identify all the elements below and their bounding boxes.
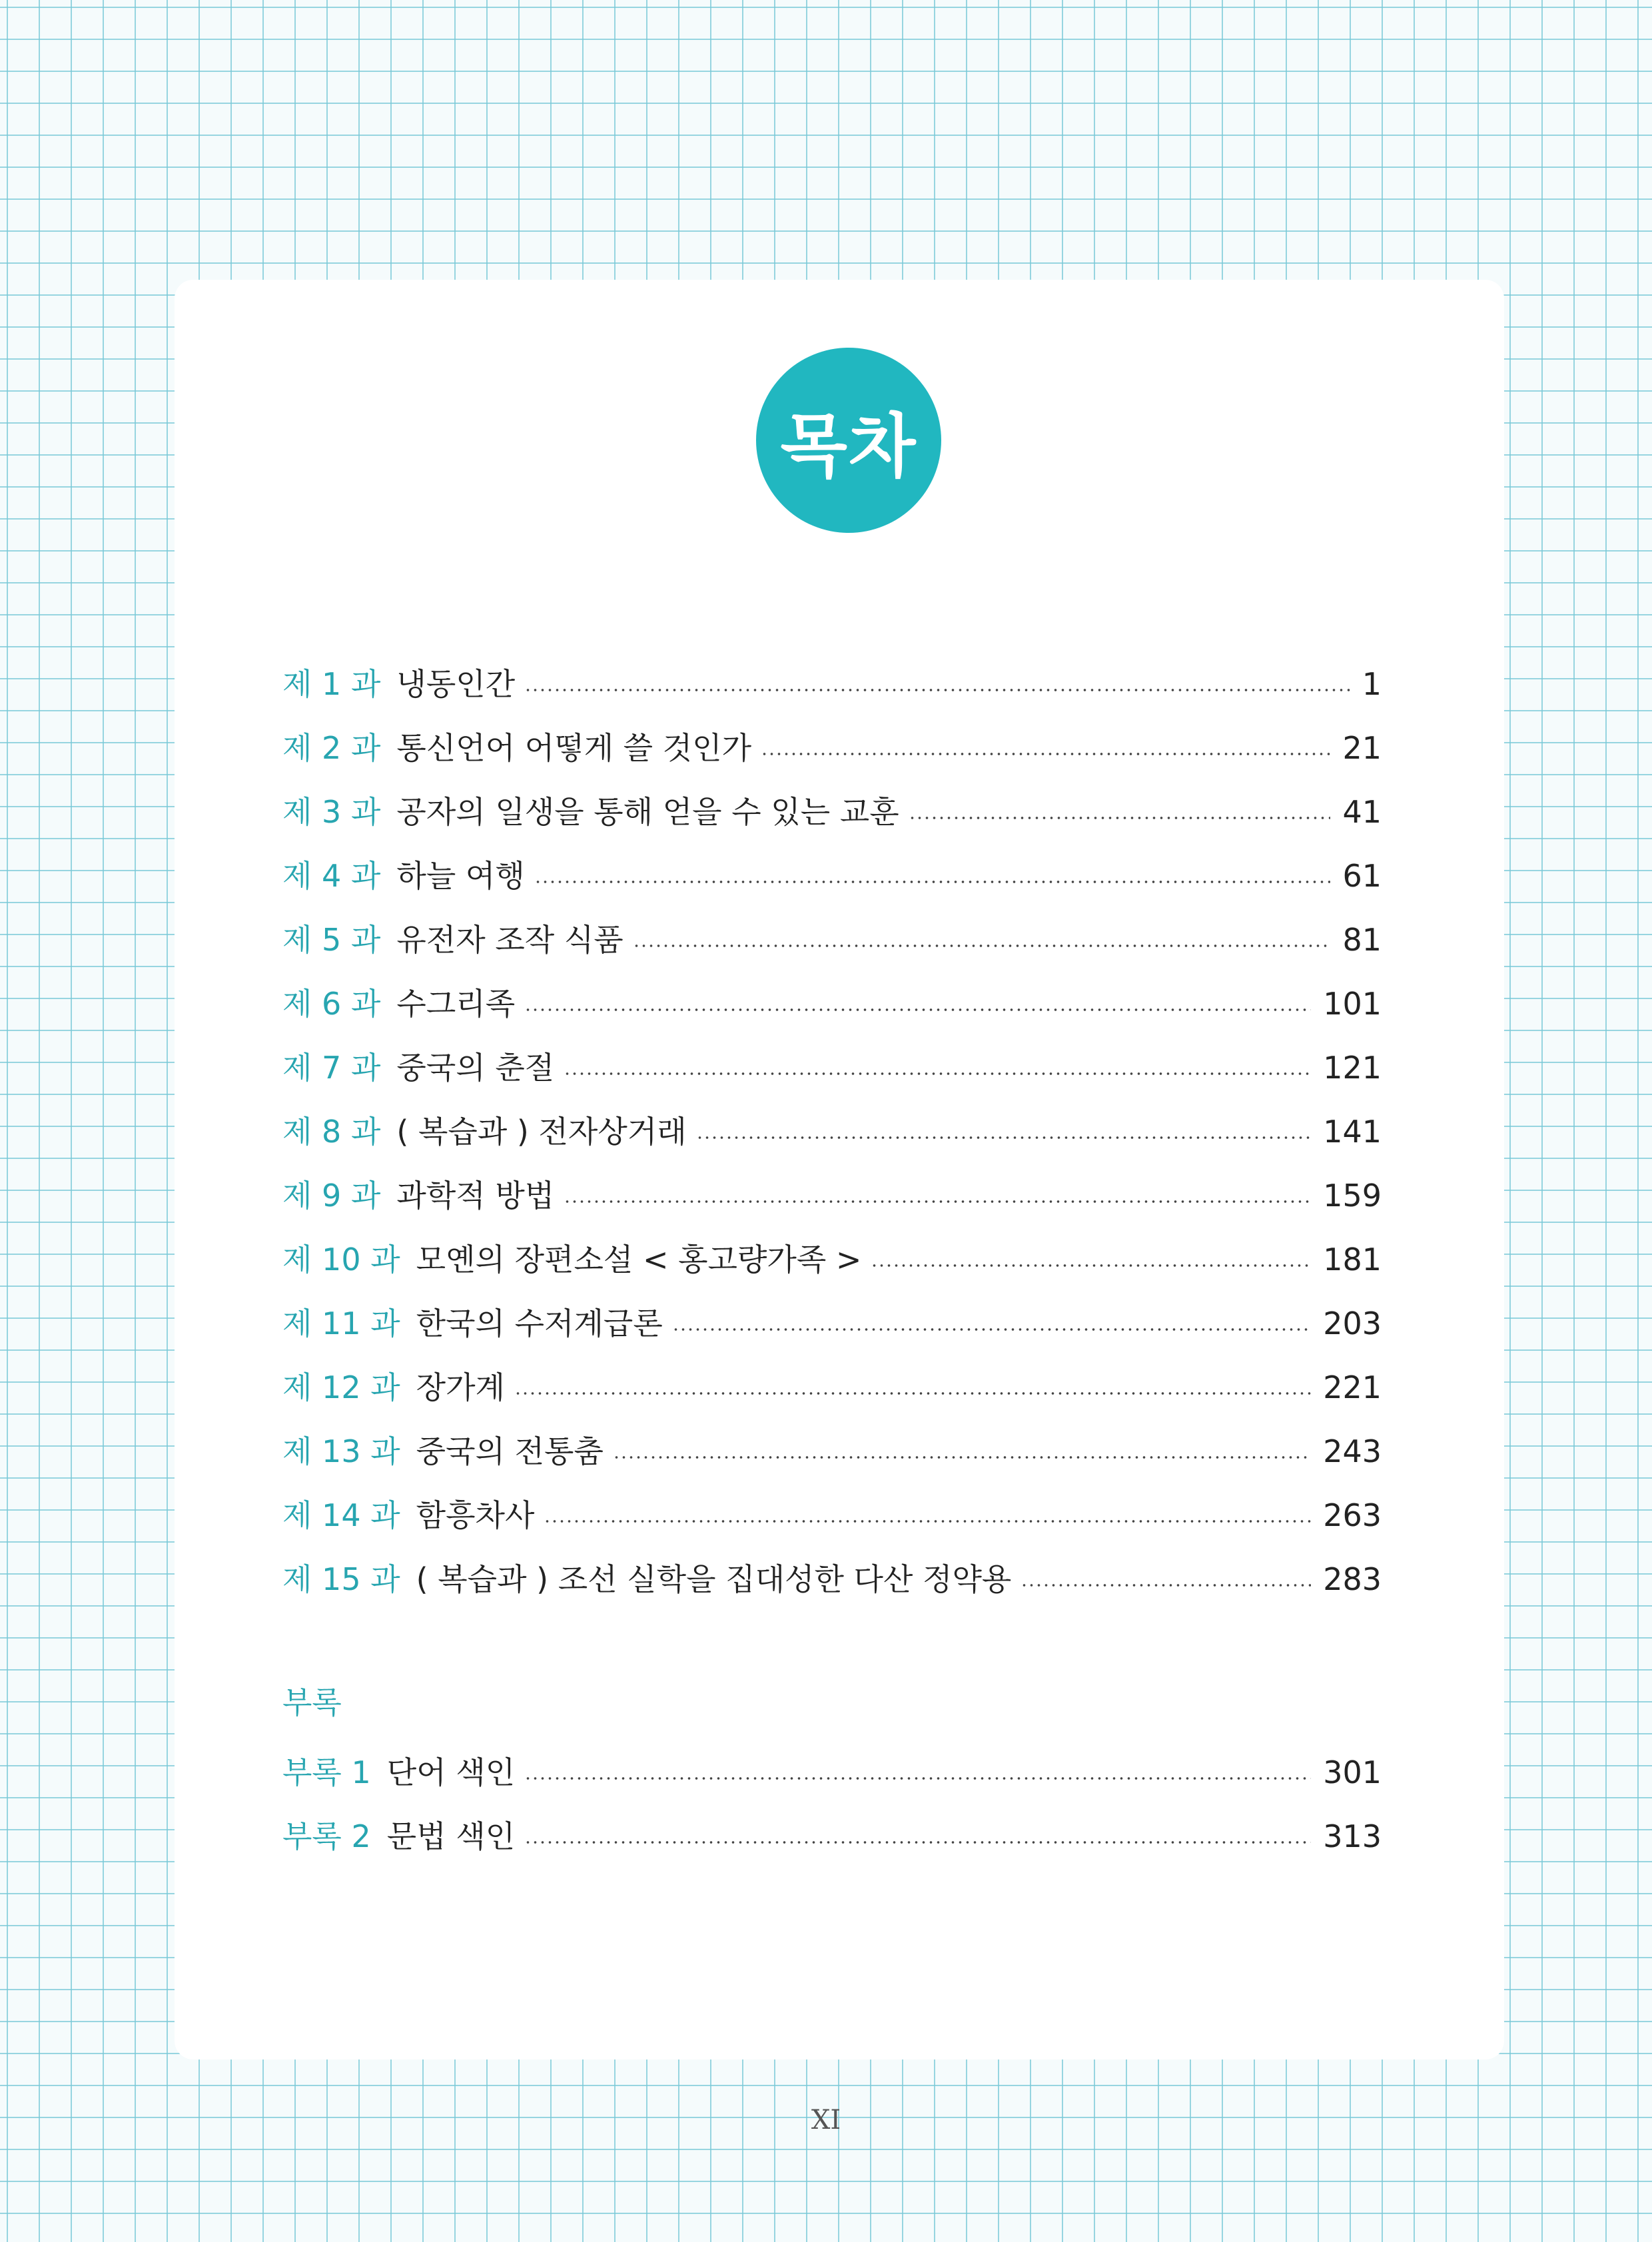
toc-lesson-number: 제 11 과	[282, 1306, 400, 1341]
appendix-heading: 부록	[282, 1684, 342, 1720]
toc-page-number: 1	[1362, 666, 1382, 702]
toc-entry[interactable]	[282, 1222, 1382, 1278]
toc-lesson-number: 제 15 과	[282, 1561, 400, 1597]
toc-leader-dots	[564, 1072, 1311, 1075]
toc-page-number: 221	[1323, 1369, 1382, 1405]
toc-leader-dots	[524, 1841, 1311, 1844]
toc-lesson-title: 공자의 일생을 통해 얻을 수 있는 교훈	[396, 794, 899, 830]
toc-title: 목차	[780, 406, 917, 487]
toc-lesson-title: ( 복습과 ) 조선 실학을 집대성한 다산 정약용	[416, 1561, 1012, 1597]
toc-entry[interactable]	[282, 1477, 1382, 1531]
toc-leader-dots	[524, 1777, 1311, 1780]
toc-leader-dots	[613, 1456, 1311, 1459]
appendix-entry[interactable]	[282, 1734, 1382, 1788]
toc-page-number: 283	[1323, 1561, 1382, 1597]
toc-lesson-number: 제 7 과	[282, 1050, 381, 1086]
toc-lesson-title: 과학적 방법	[396, 1178, 555, 1214]
toc-entry[interactable]	[282, 1030, 1382, 1086]
toc-entry[interactable]	[282, 1286, 1382, 1339]
toc-lesson-title: 모옌의 장편소설 < 홍고량가족 >	[416, 1242, 862, 1278]
toc-page-number: 21	[1342, 730, 1382, 766]
toc-entry[interactable]	[282, 838, 1382, 894]
toc-lesson-title: 냉동인간	[396, 666, 516, 702]
toc-entry[interactable]	[282, 1413, 1382, 1467]
appendix-number: 부록 2	[282, 1818, 371, 1854]
toc-leader-dots	[524, 1008, 1311, 1011]
toc-page-number: 81	[1342, 922, 1382, 958]
toc-lesson-title: 중국의 전통춤	[416, 1433, 604, 1469]
appendix-number: 부록 1	[282, 1754, 371, 1790]
appendix-page-number: 301	[1323, 1754, 1382, 1790]
toc-entry[interactable]	[282, 1541, 1382, 1595]
toc-entry[interactable]	[282, 1349, 1382, 1403]
toc-leader-dots	[544, 1520, 1311, 1523]
toc-entry[interactable]	[282, 902, 1382, 958]
toc-title-badge	[756, 348, 941, 533]
toc-entry[interactable]	[282, 966, 1382, 1022]
toc-lesson-number: 제 9 과	[282, 1178, 381, 1214]
toc-lesson-number: 제 1 과	[282, 666, 381, 702]
toc-entry[interactable]	[282, 710, 1382, 766]
toc-lesson-number: 제 6 과	[282, 986, 381, 1022]
toc-leader-dots	[1021, 1584, 1311, 1587]
toc-entry[interactable]	[282, 774, 1382, 830]
toc-lesson-title: 장가계	[416, 1369, 505, 1405]
toc-leader-dots	[633, 944, 1331, 947]
toc-leader-dots	[871, 1264, 1311, 1267]
toc-leader-dots	[524, 689, 1350, 691]
toc-leader-dots	[696, 1136, 1312, 1139]
toc-lesson-number: 제 8 과	[282, 1114, 381, 1150]
toc-lesson-title: 함흥차사	[416, 1497, 535, 1533]
toc-page-number: 141	[1323, 1114, 1382, 1150]
toc-leader-dots	[761, 753, 1330, 755]
toc-lesson-number: 제 13 과	[282, 1433, 400, 1469]
toc-leader-dots	[534, 881, 1331, 883]
page-number: XI	[811, 2105, 841, 2135]
toc-page-number: 181	[1323, 1242, 1382, 1278]
toc-leader-dots	[564, 1200, 1311, 1203]
toc-lesson-number: 제 14 과	[282, 1497, 400, 1533]
toc-lesson-number: 제 2 과	[282, 730, 381, 766]
toc-lesson-title: ( 복습과 ) 전자상거래	[396, 1114, 687, 1150]
appendix-title: 단어 색인	[386, 1754, 516, 1790]
toc-lesson-number: 제 10 과	[282, 1242, 400, 1278]
toc-page-number: 203	[1323, 1306, 1382, 1341]
toc-entry[interactable]	[282, 1158, 1382, 1214]
toc-page-number: 61	[1342, 858, 1382, 894]
toc-page-number: 41	[1342, 794, 1382, 830]
toc-lesson-title: 중국의 춘절	[396, 1050, 555, 1086]
toc-lesson-number: 제 5 과	[282, 922, 381, 958]
appendix-entry[interactable]	[282, 1798, 1382, 1852]
toc-lesson-title: 수그리족	[396, 986, 516, 1022]
toc-lesson-number: 제 3 과	[282, 794, 381, 830]
toc-leader-dots	[909, 817, 1331, 819]
toc-page-number: 121	[1323, 1050, 1382, 1086]
toc-page-number: 159	[1323, 1178, 1382, 1214]
appendix-title: 문법 색인	[386, 1818, 516, 1854]
toc-page-number: 101	[1323, 986, 1382, 1022]
toc-entry[interactable]	[282, 1094, 1382, 1150]
toc-entry[interactable]	[282, 646, 1382, 702]
toc-lesson-number: 제 4 과	[282, 858, 381, 894]
toc-page-number: 263	[1323, 1497, 1382, 1533]
toc-lesson-title: 한국의 수저계급론	[416, 1306, 663, 1341]
toc-page-number: 243	[1323, 1433, 1382, 1469]
toc-leader-dots	[514, 1392, 1311, 1395]
toc-lesson-title: 하늘 여행	[396, 858, 525, 894]
toc-lesson-title: 통신언어 어떻게 쓸 것인가	[396, 730, 752, 766]
toc-lesson-number: 제 12 과	[282, 1369, 400, 1405]
toc-lesson-title: 유전자 조작 식품	[396, 922, 623, 958]
toc-leader-dots	[672, 1328, 1311, 1331]
appendix-page-number: 313	[1323, 1818, 1382, 1854]
